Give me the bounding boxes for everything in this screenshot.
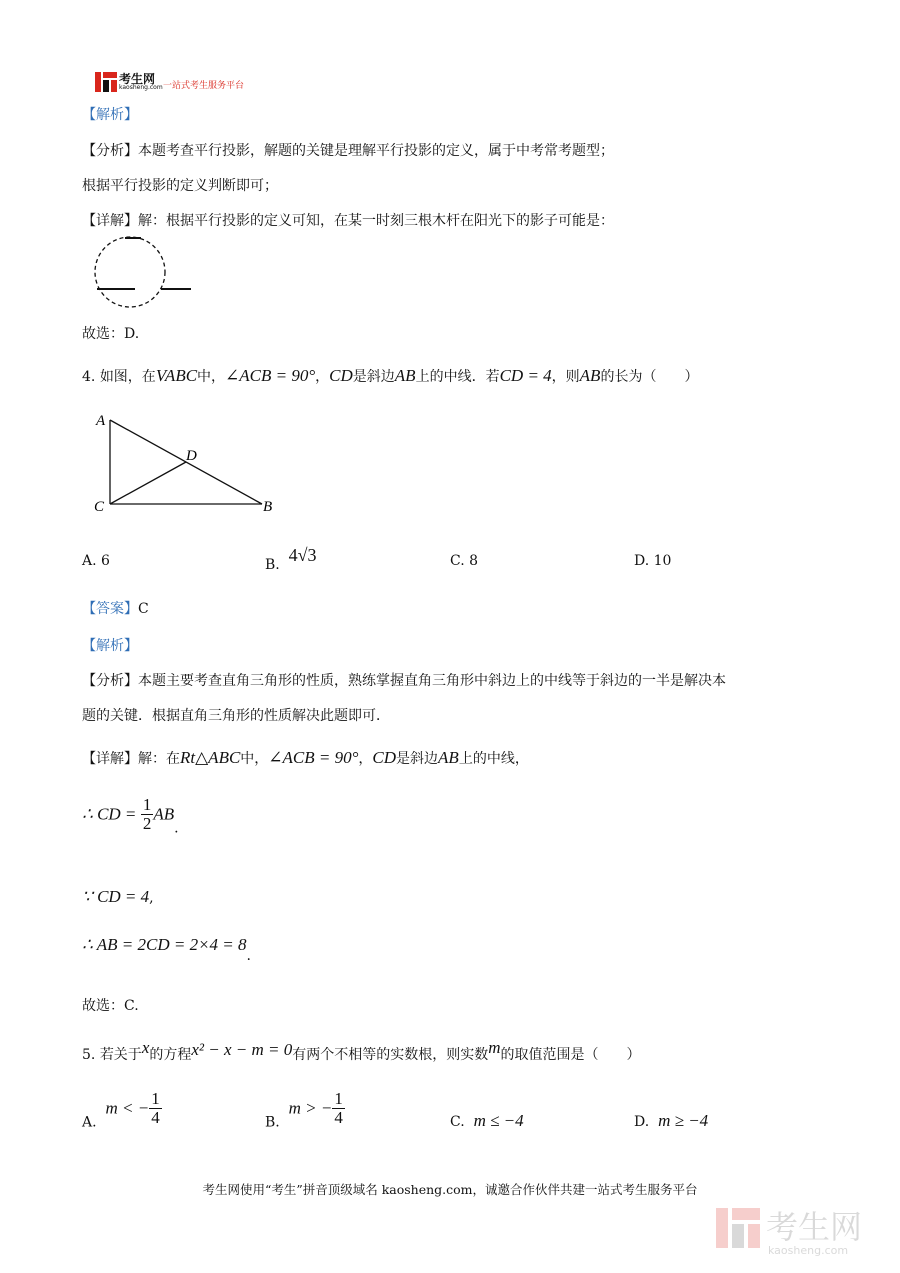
median-cd xyxy=(110,462,186,504)
sun-circle xyxy=(95,237,165,307)
q4-triangle-figure xyxy=(90,408,290,520)
label-a: A xyxy=(96,413,106,429)
q4-option-b: B. 4√3 xyxy=(265,545,317,573)
q5-option-a: A. m < − $\frac{1}{4}$ xyxy=(82,1089,160,1131)
header-slogan: 一站式考生服务平台 xyxy=(163,81,245,91)
label-c: C xyxy=(94,499,105,515)
q4-option-d: D. 10 xyxy=(634,553,672,569)
q3-shadow-figure xyxy=(85,228,205,313)
q3-jiexi-label: 【解析】 xyxy=(82,107,138,123)
watermark-domain: kaosheng.com xyxy=(768,1244,849,1257)
q4-jiexi-label: 【解析】 xyxy=(82,638,138,654)
q3-fenxi: 【分析】本题考查平行投影，解题的关键是理解平行投影的定义，属于中考常考题型； xyxy=(82,143,614,159)
page-footer: 考生网使用“考生”拼音顶级域名 kaosheng.com，诚邀合作伙伴共建一站式考生服务平台 xyxy=(202,1182,698,1197)
q5-option-d: D. m ≥ −4 xyxy=(634,1111,709,1130)
q5-stem: 5. 若关于x的方程x² − x − m = 0有两个不相等的实数根，则实数m的取值范围是（ ） xyxy=(82,1038,641,1063)
q4-stem: 4. 如图，在VABC中，∠ACB = 90°，CD是斜边AB上的中线．若CD = 4，则AB的长为（ ） xyxy=(82,366,699,385)
watermark xyxy=(716,1202,886,1262)
q5-option-b: B. m > − $\frac{1}{4}$ xyxy=(265,1089,343,1131)
watermark-logo-icon xyxy=(716,1206,760,1250)
q4-fenxi2: 题的关键．根据直角三角形的性质解决此题即可． xyxy=(82,708,390,724)
header-logo xyxy=(95,70,260,94)
q5-option-c: C. m ≤ −4 xyxy=(450,1111,524,1130)
watermark-text: 考生网 xyxy=(766,1208,863,1246)
q3-xiangjie: 【详解】解：根据平行投影的定义可知，在某一时刻三根木杆在阳光下的影子可能是： xyxy=(82,213,614,229)
logo-icon xyxy=(95,72,117,92)
q4-option-a: A. 6 xyxy=(82,553,110,569)
q3-answer: 故选：D. xyxy=(82,326,140,342)
q4-step3: ∴ AB = 2CD = 2×4 = 8. xyxy=(82,935,251,964)
fraction-half: $\frac{1}{2}$ xyxy=(142,795,152,833)
q4-conclusion: 故选：C. xyxy=(82,998,139,1014)
label-d: D xyxy=(186,448,197,464)
q3-fenxi2: 根据平行投影的定义判断即可； xyxy=(82,178,278,194)
logo-domain: kaosheng.com xyxy=(119,84,163,91)
q4-xiangjie: 【详解】解：在Rt△ABC中，∠ACB = 90°，CD是斜边AB上的中线， xyxy=(82,748,529,767)
q4-answer: 【答案】C xyxy=(82,601,149,617)
q4-step1: ∴ CD = $\frac{1}{2}$ AB. xyxy=(82,795,179,837)
q4-step2: ∵ CD = 4, xyxy=(82,887,154,906)
logo-text: 考生网 xyxy=(119,72,156,86)
label-b: B xyxy=(263,499,273,515)
q4-option-c: C. 8 xyxy=(450,553,479,569)
q4-fenxi: 【分析】本题主要考查直角三角形的性质，熟练掌握直角三角形中斜边上的中线等于斜边的一半是解决本 xyxy=(82,673,726,689)
